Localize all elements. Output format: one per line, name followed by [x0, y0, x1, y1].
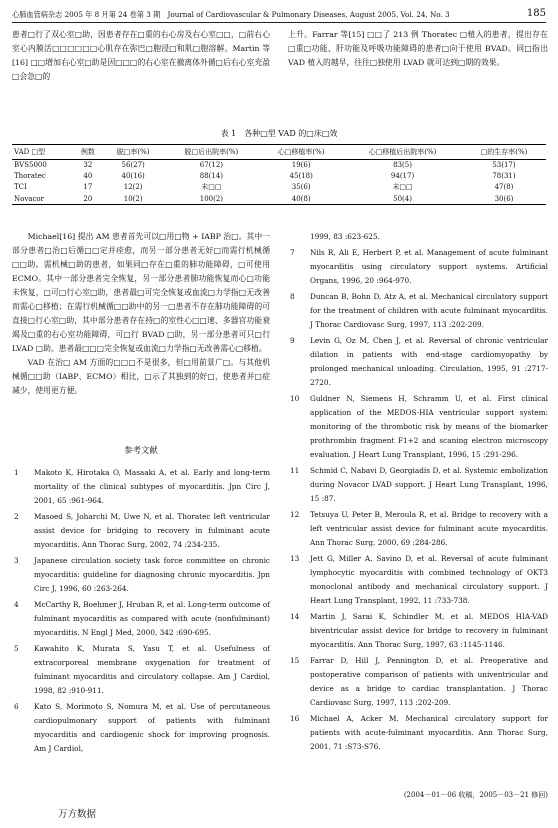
table-cell: 53(17) — [492, 161, 516, 170]
references-heading: 参考文献 — [124, 445, 158, 455]
table-cell: 20 — [73, 194, 103, 205]
reference-number: 7 — [290, 248, 295, 257]
reference-text: Kato S, Morimoto S, Nomura M, et al. Use of percutaneous cardiopulmonary support of patients with fulminant myocarditis and cardiogenic shock for improving prognosis. Am J Cardiol, — [34, 702, 270, 753]
reference-text: Duncan B, Bohn D, Atz A, et al. Mechanical circulatory support for the treatment of children with acute fulminant myocarditis. J Thorac Cardiovasc Surg, 1997, 113 :202-209. — [310, 292, 548, 329]
header-cell: 心□移植率(%) — [259, 145, 343, 160]
reference-number: 4 — [14, 600, 19, 609]
reference-number: 2 — [14, 512, 19, 521]
reference-text: Masoed S, Joharchi M, Uwe N, et al. Thoratec left ventricular assist device for bridging to recovery in fulminant acute myocarditis. Ann Thorac Surg, 2002, 74 :234-235. — [34, 512, 270, 549]
reference-number: 11 — [290, 466, 300, 475]
table-cell: 40 — [83, 171, 93, 180]
table-cell: 47(8) — [494, 183, 514, 192]
reference-number: 9 — [290, 336, 295, 345]
reference-text: Martin J, Sarai K, Schindler M, et al. MEDOS HIA-VAD biventricular assist device for bridge to recovery in fulminant myocarditis. Ann Thorac Surg, 1997, 63 :1145-1146. — [310, 612, 548, 649]
table-cell: 10(2) — [103, 194, 164, 205]
table-cell: 32 — [83, 161, 93, 170]
reference-text: Tetsuya U, Peter B, Meroula R, et al. Bridge to recovery with a left ventricular assist device for fulminant acute myocarditis. Ann Thorac Surg, 2000, 69 :284-286. — [310, 510, 548, 547]
reference-text: Japanese circulation society task force committee on chronic myocarditis: guideline for diagnosing chronic myocarditis. Jpn Circ J, 1996, 60 :263-264. — [34, 556, 270, 593]
table-cell: TCI — [14, 183, 27, 192]
reference-number: 15 — [290, 656, 300, 665]
reference-item — [288, 246, 548, 288]
reference-item — [12, 700, 270, 756]
header-cell: □的生存率(%) — [462, 145, 546, 160]
reference-number: 12 — [290, 510, 300, 519]
table-cell: 12(2) — [123, 183, 143, 192]
reference-continuation — [288, 230, 548, 244]
running-header — [12, 8, 546, 23]
table-cell: Thoratec — [14, 171, 46, 180]
table-cell: 45(18) — [289, 171, 313, 180]
reference-number: 13 — [290, 554, 300, 563]
body-paragraph: Michael[16] 提出 AM 患者首先可以□用□物 + IABP 治□。其中一部分患者□治□后循□□定并痊愈，而另一部分患者无好□而需行机械循□□助。需机械□助的患者，如果同□存在□重的肺功能障碍，□可使用 ECMO。其中一部分患者完全恢复，另一部分患者肺功能恢复而心□功能未恢复，□可□行心室□助，患者最□可完全恢复或血流□力学指□无改善而需心□移植；在需行机械循□□助中的另一□患者不存在肺功能障碍的可直接□行心室□助，其中部分患者存在持□的室性心□□速、多器官功能衰竭及□重的右心室功能障碍，可□行 BVAD □助，另一部分患者可只□行 LVAD □助。患者最□□□完全恢复或血流□力学指□无改善需心□移植。 — [12, 232, 270, 353]
table-cell: 35(6) — [291, 183, 311, 192]
reference-text: Guldner N, Siemens H, Schramm U, et al. First clinical application of the MEDOS-HIA ventricular support system: monitoring of the thrombotic risk by means of the biomarker prothrombin fragment F1+2 and scaning electron microscopy evaluation. J Heart Lung Transplant, 1996, 15 :291-296. — [310, 394, 548, 459]
table-cell: 40(16) — [121, 171, 145, 180]
vad-outcome-table — [12, 144, 546, 205]
table-cell: 40(8) — [259, 194, 343, 205]
reference-item — [288, 654, 548, 710]
table-cell: Novacor — [12, 194, 73, 205]
table-row — [12, 194, 546, 205]
reference-item — [288, 508, 548, 550]
table-row — [12, 160, 546, 171]
table-cell: 83(5) — [393, 161, 412, 170]
reference-item — [288, 464, 548, 506]
reference-text: 1999, 83 :623-625. — [310, 232, 380, 241]
received-date: (2004－01－06 收稿，2005－03－21 修回) — [403, 791, 548, 799]
reference-text: Makoto K, Hirotaka O, Masaaki A, et al. Early and long-term mortality of the clinical subtypes of myocarditis. Jpn Circ J, 2001, 65 :961-964. — [34, 468, 270, 505]
table-cell: BVS5000 — [14, 161, 47, 170]
table-cell: 88(14) — [199, 171, 224, 180]
header-cell: 例数 — [73, 145, 103, 160]
table-cell: 未□□ — [201, 183, 222, 192]
reference-text: Farrar D, Hill J, Pennington D, et al. Preoperative and postoperative comparison of patients with univentricular and device as a bridge to cardiac transplantation. J Thorac Cardiovasc Surg, 1997, 113 :202-209. — [310, 656, 548, 707]
body-paragraph: VAD 在治□ AM 方面的□□□不是很多，但□用前景广□。与其他机械循□□助（IABP、ECMO）相比，□示了其独到的好□，使患者并□症减少，使用更方便。 — [12, 358, 270, 395]
reference-number: 1 — [14, 468, 19, 477]
reference-item — [288, 712, 548, 754]
reference-number: 16 — [290, 714, 300, 723]
reference-number: 3 — [14, 556, 19, 565]
page-number: 185 — [526, 8, 546, 19]
reference-item — [288, 610, 548, 652]
discussion-text — [12, 230, 270, 398]
table-row — [12, 181, 546, 194]
reference-item — [288, 334, 548, 390]
reference-number: 5 — [14, 644, 19, 653]
header-cell: 脱□率(%) — [103, 145, 164, 160]
table-row — [12, 171, 546, 182]
table-cell: 30(6) — [462, 194, 546, 205]
table-cell: 17 — [83, 183, 93, 192]
watermark-text: 万方数据 — [58, 809, 97, 820]
reference-number: 10 — [290, 394, 300, 403]
reference-item — [288, 290, 548, 332]
intro-paragraph-right: 上升。Farrar 等[15] □□了 213 例 Thoratec □植入的患者，提出存在□重□功能、肝功能及呼吸功能障碍的患者□向于使用 BVAD。同□指出 VAD 植入的越早，往往□独使用 LVAD 就可达到□期的效果。 — [288, 30, 548, 67]
reference-text: Michael A, Acker M. Mechanical circulatory support for patients with acute-fulminant myocarditis. Ann Thorac Surg, 2001, 71 :S73-S76. — [310, 714, 548, 751]
reference-text: Schmid C, Nabavi D, Georgiadis D, et al. Systemic embolization during Novacor LVAD support. J Heart Lung Transplant, 1996, 15 :87. — [310, 466, 548, 503]
reference-item — [12, 554, 270, 596]
journal-header-text: 心肺血管病杂志 2005 年 8 月第 24 卷第 3 期 Journal of Cardiovascular & Pulmonary Diseases, August 2005, Vol. 24, No. 3 — [12, 10, 450, 19]
table-header-row — [12, 145, 546, 160]
reference-text: Jett G, Miller A, Savino D, et al. Reversal of acute fulminant lymphocytic myocarditis with combined technology of OKT3 monoclonal antibody and mechanical circulatory support. J Heart Lung Transplant, 1992, 11 :733-738. — [310, 554, 548, 605]
reference-item — [12, 598, 270, 640]
table-cell: 56(27) — [121, 161, 145, 170]
table-cell: 78(31) — [492, 171, 516, 180]
table-cell: 94(17) — [390, 171, 415, 180]
reference-number: 6 — [14, 702, 19, 711]
reference-number: 8 — [290, 292, 295, 301]
reference-item — [12, 642, 270, 698]
reference-text: Kawahito K, Murata S, Yasu T, et al. Usefulness of extracorporeal membrane oxygenation for treatment of fulminant myocarditis and circulatory collapse. Am J Cardiol, 1998, 82 :910-911. — [34, 644, 270, 695]
reference-item — [288, 552, 548, 608]
table-cell: 67(12) — [199, 161, 224, 170]
table-cell: 100(2) — [164, 194, 260, 205]
reference-text: McCarthy R, Boehmer J, Hruban R, et al. Long-term outcome of fulminant myocarditis as compared with acute (nonfulminant) myocarditis. N Engl J Med, 2000, 342 :690-695. — [34, 600, 270, 637]
reference-item — [12, 466, 270, 508]
header-cell: 心□移植后出院率(%) — [343, 145, 462, 160]
references-left-column — [12, 466, 270, 758]
reference-item — [12, 510, 270, 552]
table-cell: 50(4) — [343, 194, 462, 205]
header-cell: 脱□后出院率(%) — [164, 145, 260, 160]
header-cell: VAD □型 — [12, 145, 73, 160]
table-cell: 未□□ — [392, 183, 413, 192]
intro-paragraph-left: 患者□行了双心室□助，因患者存在□重的右心房及右心室□□，□前右心室心内膜活□□□□□□心肌存在弥巴□胞浸□和肌□胞溶解。Martin 等[16] □□增加右心室□助是因□□□的右心室在撤离体外循□后右心室充盈□会急□的 — [12, 30, 270, 81]
reference-item — [288, 392, 548, 462]
reference-text: Nils R, Ali E, Herbert P, et al. Management of acute fulminant myocarditis using circulatory support systems. Artificial Organs, 1996, 20 :964-970. — [310, 248, 548, 285]
references-right-column — [288, 230, 548, 756]
reference-number: 14 — [290, 612, 300, 621]
reference-text: Levin G, Oz M, Chen J, et al. Reversal of chronic ventricular dilation in patients with end-stage cardiomyopathy by prolonged mechanical unloading. Circulation, 1995, 91 :2717-2720. — [310, 336, 548, 387]
table-cell: 19(6) — [291, 161, 311, 170]
table-title: 表 1 各种□型 VAD 的□床□效 — [220, 129, 338, 138]
